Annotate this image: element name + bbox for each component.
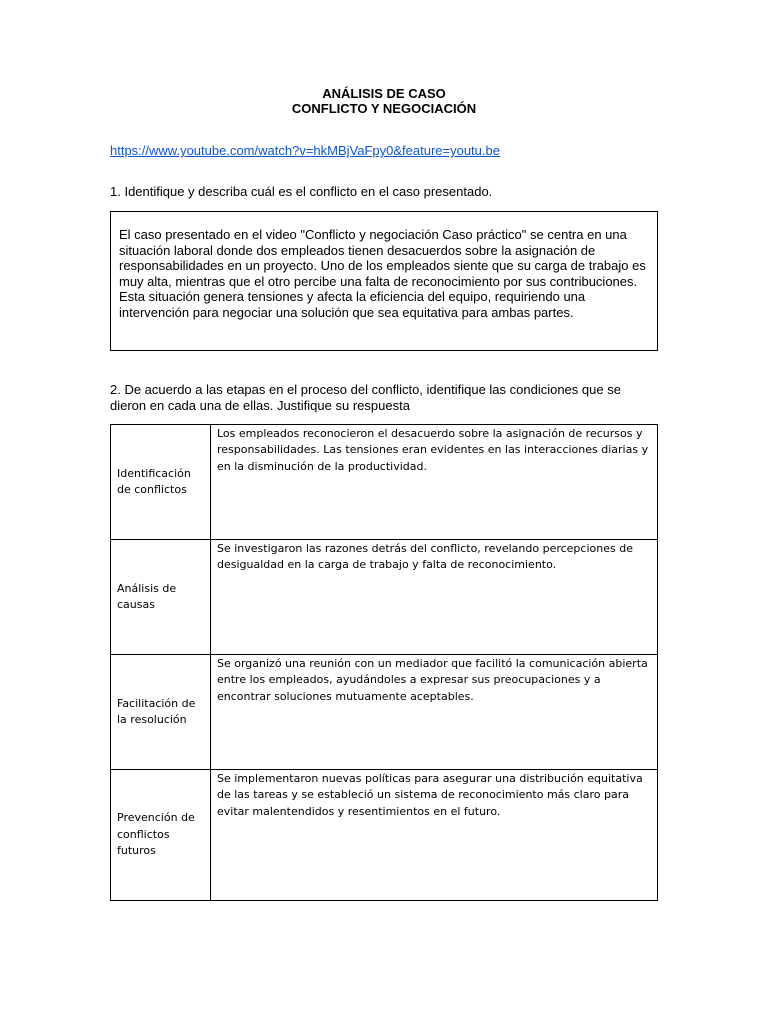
conflict-stages-table <box>110 424 658 901</box>
document-subtitle: CONFLICTO Y NEGOCIACIÓN <box>291 101 477 116</box>
table-row <box>111 425 658 540</box>
document-title: ANÁLISIS DE CASO <box>322 86 446 101</box>
stage-description: Se organizó una reunión con un mediador que facilitó la comunicación abierta entre los empleados, ayudándoles a expresar sus preocupaciones y a encontrar soluciones mutuamente aceptables. <box>211 655 658 770</box>
table-row <box>111 540 658 655</box>
stage-name: Análisis de causas <box>111 540 211 655</box>
stage-name: Facilitación de la resolución <box>111 655 211 770</box>
stage-name: Prevención de conflictos futuros <box>111 770 211 901</box>
stage-description: Se implementaron nuevas políticas para asegurar una distribución equitativa de las tareas y se estableció un sistema de reconocimiento más claro para evitar malentendidos y resentimientos en el futuro. <box>211 770 658 901</box>
stage-description: Los empleados reconocieron el desacuerdo sobre la asignación de recursos y responsabilidades. Las tensiones eran evidentes en las interacciones diarias y en la disminución de la productividad. <box>211 425 658 540</box>
video-link[interactable]: https://www.youtube.com/watch?v=hkMBjVaFpy0&feature=youtu.be <box>110 143 500 158</box>
question-2: 2. De acuerdo a las etapas en el proceso del conflicto, identifique las condiciones que se dieron en cada una de ellas. Justifique su respuesta <box>110 382 621 413</box>
table-row <box>111 770 658 901</box>
stage-name: Identificación de conflictos <box>111 425 211 540</box>
table-row <box>111 655 658 770</box>
answer-1-box: El caso presentado en el video "Conflicto y negociación Caso práctico" se centra en una situación laboral donde dos empleados tienen desacuerdos sobre la asignación de responsabilidades en un proyecto. Uno de los empleados siente que su carga de trabajo es muy alta, mientras que el otro percibe una falta de reconocimiento por sus contribuciones. Esta situación genera tensiones y afecta la eficiencia del equipo, requiriendo una intervención para negociar una solución que sea equitativa para ambas partes. <box>110 211 658 351</box>
stage-description: Se investigaron las razones detrás del conflicto, revelando percepciones de desigualdad en la carga de trabajo y falta de reconocimiento. <box>211 540 658 655</box>
question-1: 1. Identifique y describa cuál es el conflicto en el caso presentado. <box>110 184 493 199</box>
